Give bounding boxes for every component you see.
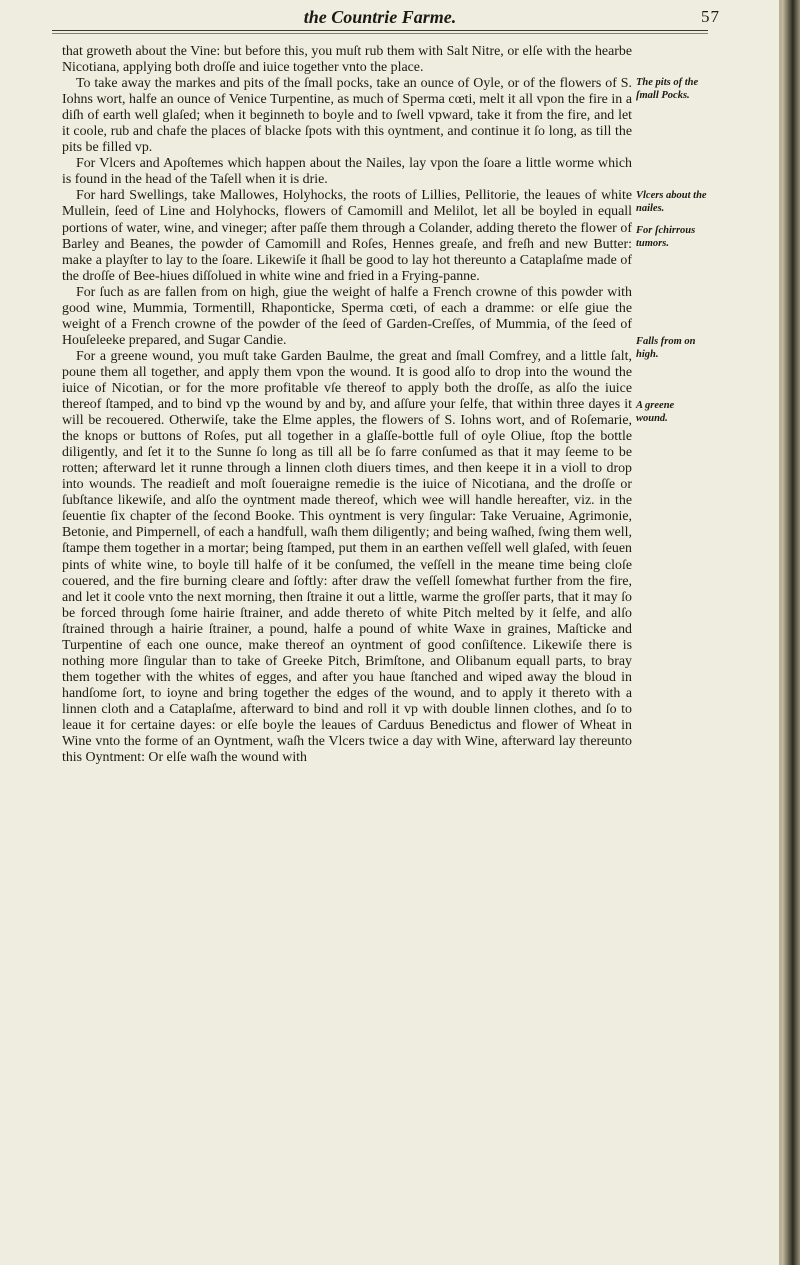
paragraph-vine: that groweth about the Vine: but before this, you muſt rub them with Salt Nitre, or elſe with the hearbe Nicotiana, applying both droſſe and iuice together vnto the place. <box>62 44 632 76</box>
body-text <box>62 44 632 766</box>
margin-note-ulcers-nails: Vlcers about the nailes. <box>636 190 707 214</box>
paragraph-falls: For ſuch as are fallen from on high, giue the weight of halfe a French crowne of this powder with good wine, Mummia, Tormentill, Rhaponticke, Sperma cœti, of each a dramme: or elſe giue the weight of a French crowne of the powder of the ſeed of Garden-Creſſes, of Mummia, of the ſeed of Houſeleeke prepared, and Sugar Candie. <box>62 284 632 348</box>
margin-note-small-pocks: The pits of the ſmall Pocks. <box>636 77 699 101</box>
margin-note-schirrous-tumors: For ſchirrous tumors. <box>636 225 696 249</box>
page-header <box>60 7 720 27</box>
header-rule-thin <box>52 33 708 34</box>
page-number: 57 <box>701 7 720 26</box>
paragraph-hard-swellings: For hard Swellings, take Mallowes, Holyhocks, the roots of Lillies, Pellitorie, the leaues of white Mullein, ſeed of Line and Holyhocks, flowers of Camomill and Melilot, let all be boyled in equall portions of water, wine, and vineger; after paſſe them through a Colander, adding thereto the flower of Barley and Beanes, the powder of Camomill and Roſes, Hennes greaſe, and freſh and new Butter: make a playſter to lay to the ſoare. Likewiſe it ſhall be good to lay hot thereunto a Cataplaſme made of the droſſe of Bee-hiues diſſolued in white wine and fried in a Frying-panne. <box>62 188 632 284</box>
paragraph-ulcers-nails: For Vlcers and Apoſtemes which happen about the Nailes, lay vpon the ſoare a little worme which is found in the head of the Taſell when it is drie. <box>62 156 632 188</box>
header-rule <box>52 30 708 31</box>
margin-note-greene-wound: A greene wound. <box>636 400 675 424</box>
paragraph-greene-wound: For a greene wound, you muſt take Garden Baulme, the great and ſmall Comfrey, and a little ſalt, poune them all together, and apply them vpon the wound. It is good alſo to drop into the wound the iuice of Nicotian, or for the more profitable vſe thereof to apply both the droſſe, as alſo the iuice thereof ſtamped, and to bind vp the wound by and by, and aſſure your ſelfe, that within three dayes it will be recouered. Otherwiſe, take the Elme apples, the flowers of S. Iohns wort, and of Roſemarie, the knops or buttons of Roſes, put all together in a glaſſe-bottle full of oyle Oliue, ſtop the bottle diligently, and ſet it to the Sunne ſo long as till all be ſo farre conſumed as that it may ſeeme to be rotten; afterward let it runne through a linnen cloth diuers times, and then keepe it in a violl to drop into wounds. The readieſt and moſt ſoueraigne remedie is the iuice of Nicotiana, and the droſſe or ſubſtance likewiſe, and alſo the oyntment made thereof, which wee will handle hereafter, viz. in the ſeuentie ſix chapter of the ſecond Booke. This oyntment is very ſingular: Take Veruaine, Agrimonie, Betonie, and Pimpernell, of each a handfull, waſh them diligently; and being waſhed, ſwing them well, ſtampe them together in a mortar; being ſtamped, put them in an earthen veſſell well glaſed, with ſeuen pints of white wine, to boyle till halfe of it be conſumed, the veſſell in the meane time being cloſe couered, and the fire burning cleare and ſoftly: after draw the veſſell ſomewhat further from the fire, and let it coole vnto the next morning, then ſtraine it out a little, warme the groſſer parts, that it may ſo be forced through ſome hairie ſtrainer, and adde thereto of white Pitch melted by it ſelfe, and alſo ſtrained through a hairie ſtrainer, a pound, halfe a pound of white Waxe in graines, Maſticke and Turpentine of each one ounce, make thereof an oyntment of good conſiſtence. Likewiſe there is nothing more ſingular than to take of Greeke Pitch, Brimſtone, and Olibanum equall parts, to bray them together with the whites of egges, and after you haue ſtanched and wiped away the bloud in handſome ſort, to ioyne and bring together the edges of the wound, and to apply it thereto with a linnen cloth and a Cataplaſme, afterward to bind and roll it vp with double linnen clothes, and ſo to leaue it for certaine dayes: or elſe boyle the leaues of Carduus Benedictus and flower of Wheat in Wine vnto the forme of an Oyntment, waſh the Vlcers twice a day with Wine, afterward lay thereunto this Oyntment: Or elſe waſh the wound with <box>62 348 632 766</box>
paragraph-small-pocks: To take away the markes and pits of the ſmall pocks, take an ounce of Oyle, or of the flowers of S. Iohns wort, halfe an ounce of Venice Turpentine, as much of Sperma cœti, melt it all vpon the fire in a diſh of earth well glaſed; when it beginneth to boyle and to ſwell vpward, take it from the fire, and let it coole, rub and chafe the places of blacke ſpots with this oyntment, and continue it ſo long, as till the pits be filled vp. <box>62 76 632 156</box>
book-spine <box>782 0 800 1265</box>
margin-note-falls: Falls from on high. <box>636 336 696 360</box>
running-title: the Countrie Farme. <box>303 7 457 27</box>
